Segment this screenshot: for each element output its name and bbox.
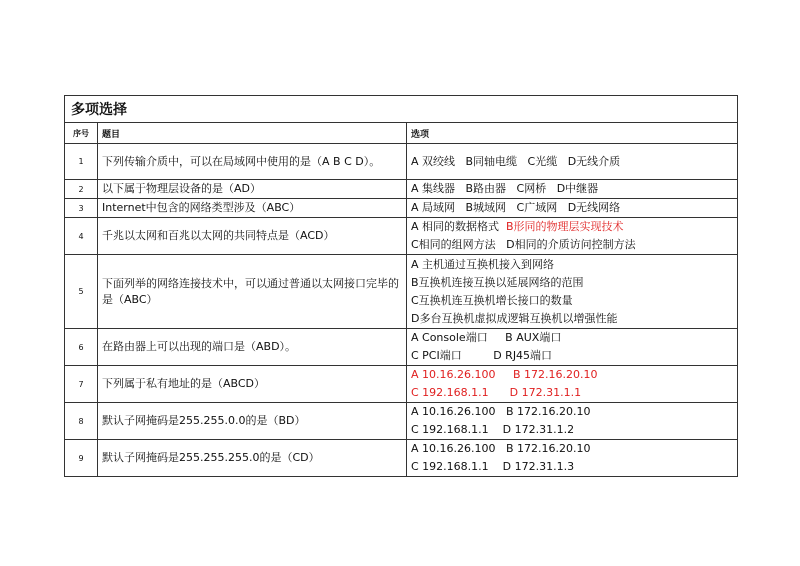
option-text: D多台互换机虚拟成逻辑互换机以增强性能 xyxy=(411,311,618,325)
row-number: 3 xyxy=(65,199,98,218)
option-line xyxy=(411,421,733,439)
table-row xyxy=(65,180,738,199)
option-line xyxy=(411,180,733,198)
option-text: A 相同的数据格式 xyxy=(411,220,507,233)
option-line xyxy=(411,199,733,217)
table-row xyxy=(65,199,738,218)
question-text: 在路由器上可以出现的端口是（ABD）。 xyxy=(98,329,407,366)
options-cell xyxy=(407,440,738,477)
question-text: 千兆以太网和百兆以太网的共同特点是（ACD） xyxy=(98,218,407,255)
question-text: 下列属于私有地址的是（ABCD） xyxy=(98,366,407,403)
question-sheet xyxy=(64,95,737,477)
header-question: 题目 xyxy=(98,123,407,144)
table-row xyxy=(65,329,738,366)
option-line xyxy=(411,153,733,171)
option-text: B互换机连接互换以延展网络的范围 xyxy=(411,275,584,289)
option-text: C PCI端口 D RJ45端口 xyxy=(411,349,553,362)
options-cell xyxy=(407,144,738,180)
option-line xyxy=(411,329,733,347)
option-text: A 10.16.26.100 B 172.16.20.10 xyxy=(411,442,591,455)
options-cell xyxy=(407,199,738,218)
question-table xyxy=(64,95,738,477)
table-row xyxy=(65,218,738,255)
table-row xyxy=(65,255,738,329)
row-number: 6 xyxy=(65,329,98,366)
question-text: 下面列举的网络连接技术中，可以通过普通以太网接口完毕的是（ABC） xyxy=(98,255,407,329)
question-rows xyxy=(65,144,738,477)
option-text-highlighted: C 192.168.1.1 D 172.31.1.1 xyxy=(411,386,582,399)
question-text: 默认子网掩码是255.255.0.0的是（BD） xyxy=(98,403,407,440)
table-row xyxy=(65,403,738,440)
row-number: 4 xyxy=(65,218,98,255)
table-row xyxy=(65,366,738,403)
option-text: C相同的组网方法 D相同的介质访问控制方法 xyxy=(411,238,636,251)
row-number: 5 xyxy=(65,255,98,329)
option-line xyxy=(411,274,733,292)
header-num: 序号 xyxy=(65,123,98,144)
header-options: 选项 xyxy=(407,123,738,144)
option-line xyxy=(411,236,733,254)
question-text: 以下属于物理层设备的是（AD） xyxy=(98,180,407,199)
option-line xyxy=(411,403,733,421)
section-title: 多项选择 xyxy=(65,96,738,123)
option-line xyxy=(411,440,733,458)
question-text: 下列传输介质中，可以在局域网中使用的是（A B C D）。 xyxy=(98,144,407,180)
row-number: 2 xyxy=(65,180,98,199)
option-text: A 集线器 B路由器 C网桥 D中继器 xyxy=(411,182,599,195)
question-text: 默认子网掩码是255.255.255.0的是（CD） xyxy=(98,440,407,477)
row-number: 7 xyxy=(65,366,98,403)
option-line xyxy=(411,256,733,274)
options-cell xyxy=(407,218,738,255)
question-text: Internet中包含的网络类型涉及（ABC） xyxy=(98,199,407,218)
option-text: A 双绞线 B同轴电缆 C光缆 D无线介质 xyxy=(411,154,621,168)
row-number: 8 xyxy=(65,403,98,440)
options-cell xyxy=(407,329,738,366)
option-text: C互换机连互换机增长接口的数量 xyxy=(411,293,573,307)
option-line xyxy=(411,366,733,384)
option-text: A 10.16.26.100 B 172.16.20.10 xyxy=(411,405,591,418)
option-line xyxy=(411,384,733,402)
options-cell xyxy=(407,403,738,440)
option-text: A Console端口 B AUX端口 xyxy=(411,331,562,344)
option-text: A 主机通过互换机接入到网络 xyxy=(411,257,555,271)
options-cell xyxy=(407,180,738,199)
option-line xyxy=(411,218,733,236)
table-row xyxy=(65,144,738,180)
options-cell xyxy=(407,366,738,403)
table-row xyxy=(65,440,738,477)
row-number: 9 xyxy=(65,440,98,477)
options-cell xyxy=(407,255,738,329)
option-line xyxy=(411,292,733,310)
option-text: C 192.168.1.1 D 172.31.1.2 xyxy=(411,423,575,436)
option-line xyxy=(411,347,733,365)
option-text: C 192.168.1.1 D 172.31.1.3 xyxy=(411,460,575,473)
option-line xyxy=(411,458,733,476)
option-text: A 局域网 B城域网 C广域网 D无线网络 xyxy=(411,201,621,214)
option-text-highlighted: A 10.16.26.100 B 172.16.20.10 xyxy=(411,368,598,381)
option-line xyxy=(411,310,733,328)
option-text-highlighted: B形同的物理层实现技术 xyxy=(506,220,624,233)
row-number: 1 xyxy=(65,144,98,180)
